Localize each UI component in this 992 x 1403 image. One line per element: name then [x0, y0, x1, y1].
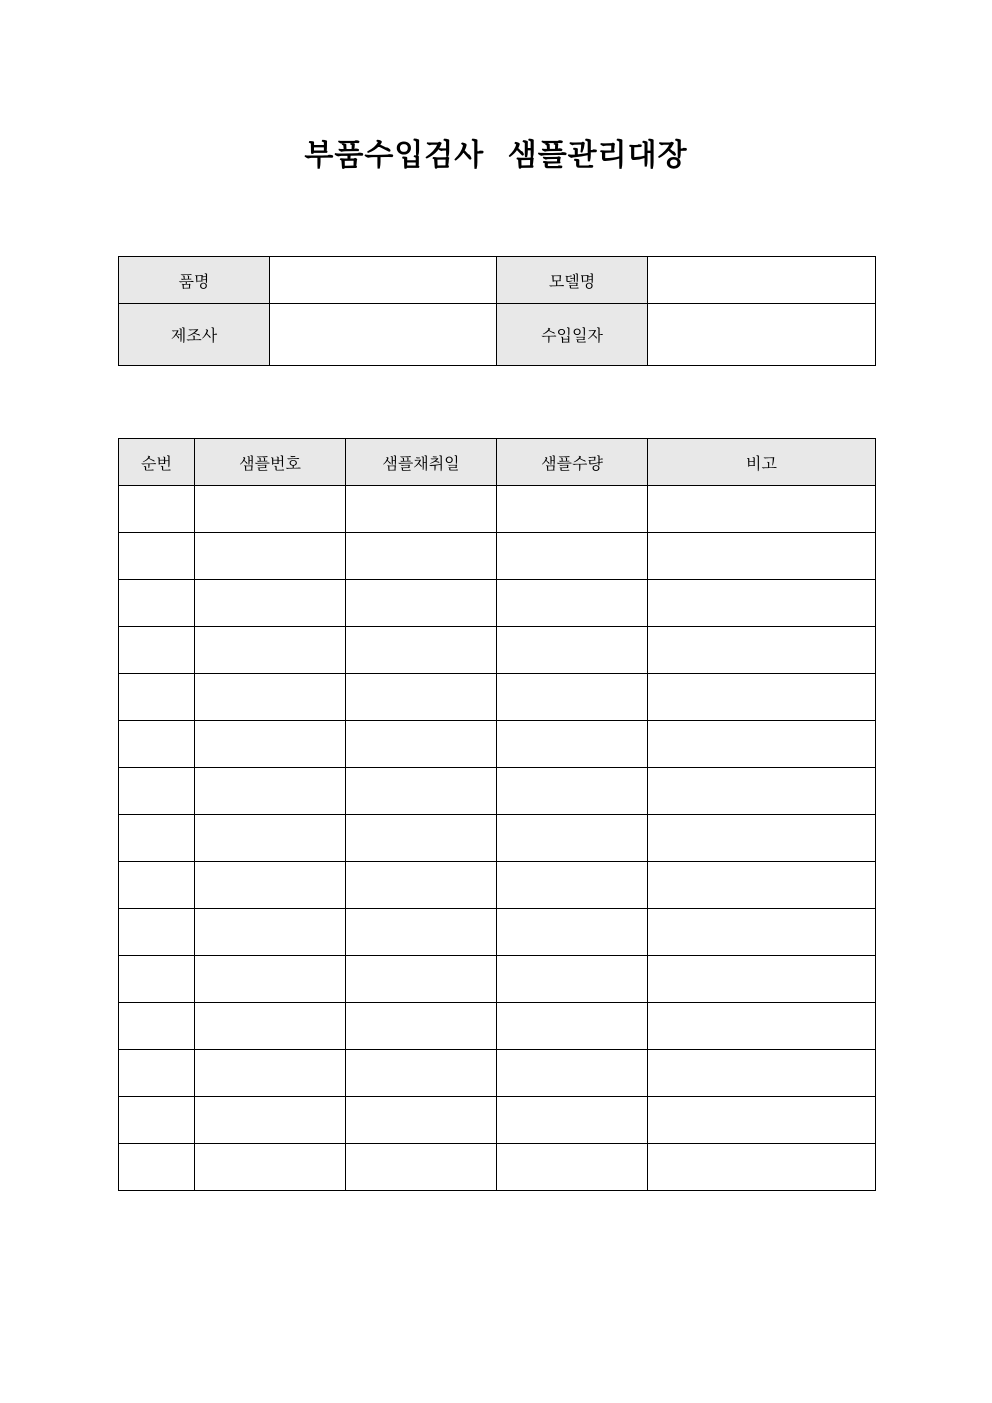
cell-remarks[interactable] — [648, 956, 876, 1003]
cell-sample-number[interactable] — [195, 909, 346, 956]
cell-sample-date[interactable] — [346, 674, 497, 721]
cell-remarks[interactable] — [648, 1097, 876, 1144]
cell-sample-quantity[interactable] — [497, 956, 648, 1003]
cell-sample-date[interactable] — [346, 627, 497, 674]
cell-sample-number[interactable] — [195, 862, 346, 909]
cell-seq[interactable] — [119, 815, 195, 862]
table-row — [119, 1097, 876, 1144]
cell-sample-date[interactable] — [346, 909, 497, 956]
cell-sample-quantity[interactable] — [497, 1097, 648, 1144]
table-row — [119, 815, 876, 862]
cell-seq[interactable] — [119, 1144, 195, 1191]
cell-seq[interactable] — [119, 627, 195, 674]
cell-remarks[interactable] — [648, 1003, 876, 1050]
cell-sample-date[interactable] — [346, 1050, 497, 1097]
cell-sample-number[interactable] — [195, 627, 346, 674]
header-sample-number: 샘플번호 — [195, 439, 346, 486]
part-name-field[interactable] — [270, 257, 497, 304]
table-row — [119, 580, 876, 627]
cell-remarks[interactable] — [648, 909, 876, 956]
cell-remarks[interactable] — [648, 486, 876, 533]
cell-sample-number[interactable] — [195, 486, 346, 533]
info-row — [119, 257, 876, 304]
table-row — [119, 486, 876, 533]
table-header-row — [119, 439, 876, 486]
cell-sample-date[interactable] — [346, 486, 497, 533]
cell-sample-date[interactable] — [346, 580, 497, 627]
table-row — [119, 909, 876, 956]
table-row — [119, 627, 876, 674]
sample-table — [118, 438, 876, 1191]
cell-sample-number[interactable] — [195, 580, 346, 627]
table-row — [119, 768, 876, 815]
document-title: 부품수입검사 샘플관리대장 — [304, 138, 688, 173]
cell-sample-number[interactable] — [195, 1144, 346, 1191]
cell-sample-number[interactable] — [195, 1003, 346, 1050]
cell-seq[interactable] — [119, 533, 195, 580]
cell-sample-quantity[interactable] — [497, 768, 648, 815]
info-row — [119, 304, 876, 366]
table-row — [119, 674, 876, 721]
cell-sample-quantity[interactable] — [497, 533, 648, 580]
part-name-label: 품명 — [119, 257, 270, 304]
cell-sample-number[interactable] — [195, 533, 346, 580]
cell-remarks[interactable] — [648, 768, 876, 815]
cell-seq[interactable] — [119, 674, 195, 721]
cell-seq[interactable] — [119, 862, 195, 909]
cell-seq[interactable] — [119, 768, 195, 815]
cell-sample-date[interactable] — [346, 721, 497, 768]
cell-seq[interactable] — [119, 721, 195, 768]
cell-sample-quantity[interactable] — [497, 721, 648, 768]
model-name-field[interactable] — [648, 257, 876, 304]
cell-seq[interactable] — [119, 909, 195, 956]
cell-sample-quantity[interactable] — [497, 486, 648, 533]
header-sample-date: 샘플채취일 — [346, 439, 497, 486]
cell-remarks[interactable] — [648, 627, 876, 674]
cell-sample-quantity[interactable] — [497, 1050, 648, 1097]
import-date-field[interactable] — [648, 304, 876, 366]
cell-sample-date[interactable] — [346, 1003, 497, 1050]
cell-remarks[interactable] — [648, 674, 876, 721]
cell-sample-number[interactable] — [195, 1050, 346, 1097]
header-sample-quantity: 샘플수량 — [497, 439, 648, 486]
cell-sample-quantity[interactable] — [497, 909, 648, 956]
manufacturer-field[interactable] — [270, 304, 497, 366]
table-row — [119, 1050, 876, 1097]
table-row — [119, 862, 876, 909]
cell-remarks[interactable] — [648, 721, 876, 768]
manufacturer-label: 제조사 — [119, 304, 270, 366]
cell-sample-date[interactable] — [346, 862, 497, 909]
cell-sample-quantity[interactable] — [497, 627, 648, 674]
cell-sample-date[interactable] — [346, 956, 497, 1003]
cell-sample-number[interactable] — [195, 1097, 346, 1144]
cell-sample-date[interactable] — [346, 1097, 497, 1144]
cell-remarks[interactable] — [648, 1144, 876, 1191]
cell-sample-date[interactable] — [346, 815, 497, 862]
model-name-label: 모델명 — [497, 257, 648, 304]
cell-remarks[interactable] — [648, 580, 876, 627]
table-row — [119, 1144, 876, 1191]
cell-sample-date[interactable] — [346, 533, 497, 580]
cell-seq[interactable] — [119, 1097, 195, 1144]
table-row — [119, 956, 876, 1003]
cell-seq[interactable] — [119, 956, 195, 1003]
cell-seq[interactable] — [119, 1050, 195, 1097]
cell-sample-quantity[interactable] — [497, 815, 648, 862]
cell-sample-number[interactable] — [195, 721, 346, 768]
header-remarks: 비고 — [648, 439, 876, 486]
cell-sample-number[interactable] — [195, 815, 346, 862]
cell-seq[interactable] — [119, 580, 195, 627]
cell-remarks[interactable] — [648, 815, 876, 862]
cell-sample-quantity[interactable] — [497, 1003, 648, 1050]
cell-sample-number[interactable] — [195, 768, 346, 815]
cell-sample-quantity[interactable] — [497, 862, 648, 909]
cell-sample-quantity[interactable] — [497, 580, 648, 627]
import-date-label: 수입일자 — [497, 304, 648, 366]
cell-sample-date[interactable] — [346, 768, 497, 815]
cell-remarks[interactable] — [648, 1050, 876, 1097]
cell-seq[interactable] — [119, 1003, 195, 1050]
table-row — [119, 1003, 876, 1050]
cell-sample-number[interactable] — [195, 674, 346, 721]
info-table — [118, 256, 876, 366]
table-body — [119, 486, 876, 1191]
table-row — [119, 721, 876, 768]
cell-remarks[interactable] — [648, 533, 876, 580]
cell-sample-date[interactable] — [346, 1144, 497, 1191]
cell-sample-quantity[interactable] — [497, 674, 648, 721]
table-row — [119, 533, 876, 580]
header-seq: 순번 — [119, 439, 195, 486]
cell-sample-number[interactable] — [195, 956, 346, 1003]
cell-seq[interactable] — [119, 486, 195, 533]
cell-remarks[interactable] — [648, 862, 876, 909]
cell-sample-quantity[interactable] — [497, 1144, 648, 1191]
